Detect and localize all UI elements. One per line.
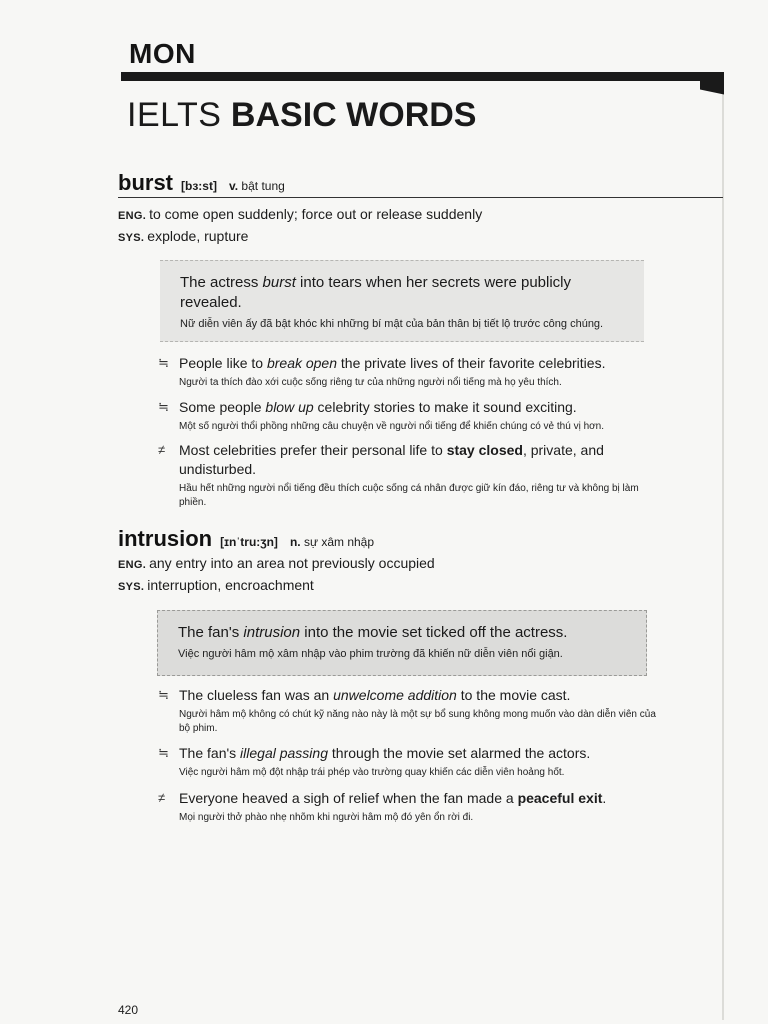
headword: intrusion — [118, 526, 213, 551]
example-sentence: The actress burst into tears when her secrets were publicly revealed. — [180, 274, 572, 311]
related-translation: Người ta thích đào xới cuộc sống riêng tư của những người nổi tiếng mà họ yêu thích. — [179, 377, 562, 388]
example-highlight: intrusion — [243, 624, 301, 641]
related-translation: Một số người thổi phồng những câu chuyện về người nổi tiếng để khiến chúng có vẻ thú vị hơn. — [179, 421, 605, 432]
headword: burst — [118, 170, 173, 195]
entry-head — [118, 170, 723, 196]
eng-label: ENG. — [118, 559, 147, 571]
title-thin: IELTS — [127, 96, 222, 134]
related-translation: Hầu hết những người nổi tiếng đều thích cuộc sống cá nhân được giữ kín đáo, riêng tư và không bị làm phiền. — [179, 483, 639, 508]
not-equal-symbol: ≠ — [158, 790, 166, 805]
related-item: ≒ The fan's illegal passing through the movie set alarmed the actors. Việc người hâm mộ đột nhập trái phép vào trường quay khiến các diễn viên hoảng hốt. — [158, 744, 668, 780]
approx-symbol: ≒ — [158, 745, 169, 760]
pronunciation: [bɜ:st] — [181, 179, 217, 193]
pos-abbr: n. — [289, 535, 301, 549]
title-bold: BASIC WORDS — [230, 96, 477, 134]
related-item: ≒ People like to break open the private lives of their favorite celebrities. Người ta thích đào xới cuộc sống riêng tư của những người nổi tiếng mà họ yêu thích. — [158, 354, 668, 390]
example-highlight: burst — [262, 274, 296, 291]
part-of-speech — [229, 179, 285, 193]
related-item: ≠ Everyone heaved a sigh of relief when the fan made a peaceful exit. Mọi người thở phào nhẹ nhõm khi người hâm mộ đó yên ổn rời đi. — [158, 789, 668, 825]
sys-synonyms — [118, 227, 723, 247]
entry-burst — [118, 170, 723, 247]
related-translation: Mọi người thở phào nhẹ nhõm khi người hâm mộ đó yên ổn rời đi. — [179, 812, 474, 823]
approx-symbol: ≒ — [158, 355, 169, 370]
title-rule — [121, 72, 724, 81]
pronunciation: [ɪnˈtru:ʒn] — [220, 535, 278, 549]
related-highlight: break open — [266, 355, 338, 371]
sys-synonyms — [118, 576, 723, 596]
meaning: bật tung — [241, 179, 285, 193]
page-title — [127, 96, 476, 135]
sys-text: explode, rupture — [147, 228, 249, 244]
eng-definition — [118, 554, 723, 574]
approx-symbol: ≒ — [158, 687, 169, 702]
pos-abbr: v. — [228, 179, 239, 193]
approx-symbol: ≒ — [158, 399, 169, 414]
eng-definition — [118, 205, 723, 225]
example-box-burst — [160, 260, 644, 342]
related-highlight: unwelcome addition — [333, 687, 457, 703]
example-box-intrusion — [157, 610, 647, 676]
related-highlight: blow up — [265, 399, 314, 415]
related-highlight: stay closed — [446, 442, 523, 458]
sys-label: SYS. — [118, 232, 145, 244]
example-translation: Việc người hâm mộ xâm nhập vào phim trường đã khiến nữ diễn viên nổi giận. — [178, 648, 563, 660]
related-highlight: illegal passing — [240, 745, 328, 761]
not-equal-symbol: ≠ — [158, 442, 166, 457]
sys-label: SYS. — [118, 581, 145, 593]
entry-head — [118, 526, 723, 552]
meaning: sự xâm nhập — [303, 535, 375, 549]
example-translation: Nữ diễn viên ấy đã bật khóc khi những bí mật của bản thân bị tiết lộ trước công chúng. — [180, 318, 604, 330]
related-item: ≒ The clueless fan was an unwelcome addition to the movie cast. Người hâm mộ không có chút kỹ năng nào này là một sự bổ sung không mong muốn vào dàn diễn viên của bộ phim. — [158, 686, 658, 736]
page-number: 420 — [118, 1003, 139, 1017]
entry-rule — [118, 197, 723, 198]
related-highlight: peaceful exit — [517, 790, 603, 806]
related-translation: Người hâm mộ không có chút kỹ năng nào này là một sự bổ sung không mong muốn vào dàn diễn viên của bộ phim. — [179, 709, 656, 734]
example-sentence: The fan's intrusion into the movie set ticked off the actress. — [178, 624, 568, 641]
related-translation: Việc người hâm mộ đột nhập trái phép vào trường quay khiến các diễn viên hoảng hốt. — [179, 767, 565, 778]
entry-intrusion — [118, 526, 723, 596]
day-label: MON — [129, 38, 196, 69]
sys-text: interruption, encroachment — [147, 577, 314, 593]
eng-text: any entry into an area not previously occupied — [149, 555, 435, 571]
related-item: ≒ Some people blow up celebrity stories to make it sound exciting. Một số người thổi phồng những câu chuyện về người nổi tiếng để khiến chúng có vẻ thú vị hơn. — [158, 398, 668, 434]
eng-text: to come open suddenly; force out or release suddenly — [149, 206, 483, 222]
eng-label: ENG. — [118, 210, 147, 222]
part-of-speech — [290, 535, 374, 549]
related-item: ≠ Most celebrities prefer their personal life to stay closed, private, and undisturbed. Hầu hết những người nổi tiếng đều thích cuộc sống cá nhân được giữ kín đáo, riêng tư và không bị làm phiền. — [158, 441, 650, 510]
